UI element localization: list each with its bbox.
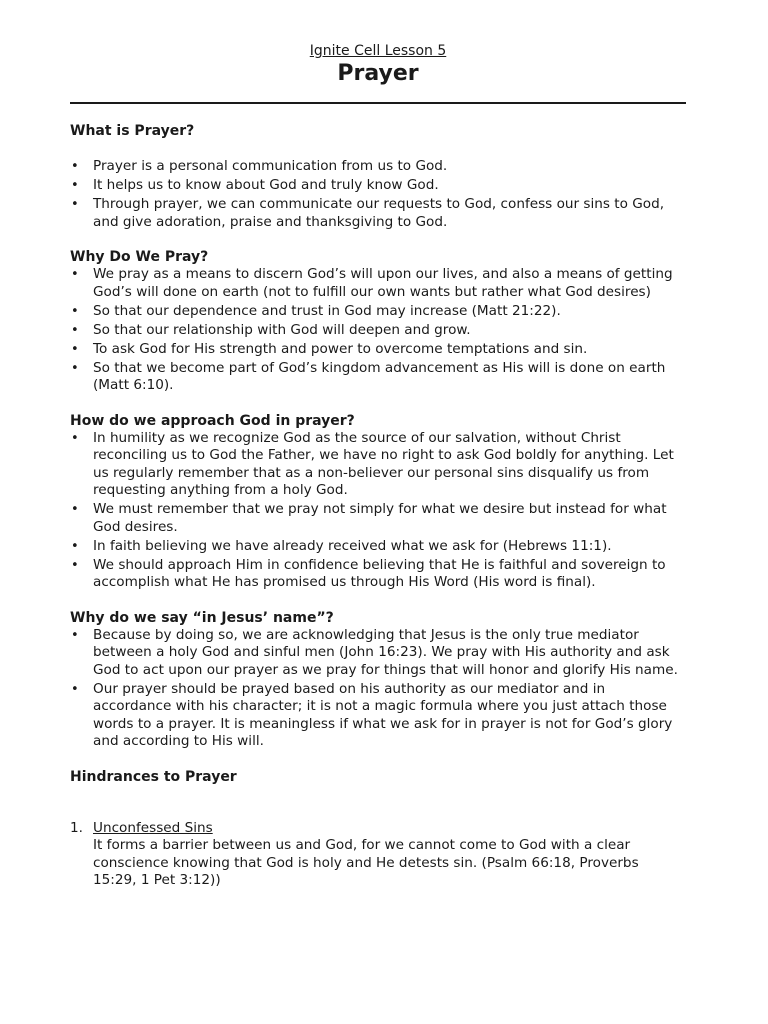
bullet-icon: • — [71, 627, 79, 643]
list-item: • We should approach Him in confidence believing that He is faithful and sovereign to accomplish what He has promised us through His Word (His word is final). — [71, 556, 666, 590]
item-number: 1. — [70, 819, 83, 836]
document-page — [70, 42, 686, 890]
section-hindrances — [70, 768, 686, 786]
list-item: • It helps us to know about God and truly know God. — [71, 177, 439, 193]
list-item: • We must remember that we pray not simply for what we desire but instead for what God desires. — [71, 501, 667, 535]
bullet-list — [70, 266, 686, 395]
bullet-icon: • — [71, 502, 79, 517]
bullet-icon: • — [71, 430, 79, 446]
section-heading: Why Do We Pray? — [70, 249, 209, 265]
bullet-icon: • — [71, 159, 79, 174]
bullet-icon: • — [71, 322, 79, 338]
bullet-icon: • — [71, 197, 79, 212]
section-why-do-we-pray — [70, 248, 686, 395]
bullet-list — [70, 627, 686, 751]
list-item: • So that our dependence and trust in God may increase (Matt 21:22). — [71, 302, 561, 319]
hindrance-title: Unconfessed Sins — [93, 819, 213, 836]
list-item: • Through prayer, we can communicate our requests to God, confess our sins to God, and give adoration, praise and thanksgiving to God. — [71, 196, 665, 230]
page-title: Prayer — [337, 61, 419, 86]
lesson-title: Ignite Cell Lesson 5 — [309, 43, 447, 59]
list-item: • So that our relationship with God will deepen and grow. — [71, 321, 471, 338]
bullet-icon: • — [71, 557, 79, 573]
list-item: • Because by doing so, we are acknowledging that Jesus is the only true mediator between a holy God and sinful men (John 16:23). We pray with His authority and ask God to act upon our prayer as we pray for things that will honor and glorify His name. — [71, 626, 678, 678]
bullet-icon: • — [71, 538, 79, 554]
list-item: • In faith believing we have already received what we ask for (Hebrews 11:1). — [71, 537, 612, 554]
list-item: • Our prayer should be prayed based on his authority as our mediator and in accordance with his character; it is not a magic formula where you just attach those words to a prayer. It is meaningless if what we ask for in prayer is not for God’s glory and according to His will. — [71, 680, 673, 749]
section-heading: How do we approach God in prayer? — [70, 412, 355, 429]
bullet-icon: • — [71, 303, 79, 319]
list-item: • So that we become part of God’s kingdom advancement as His will is done on earth (Matt 6:10). — [71, 359, 666, 393]
list-item: • We pray as a means to discern God’s will upon our lives, and also a means of getting God’s will done on earth (not to fulfill our own wants but rather what God desires) — [71, 266, 673, 300]
hindrance-text: It forms a barrier between us and God, for we cannot come to God with a clear conscience knowing that God is holy and He detests sin. (Psalm 66:18, Proverbs 15:29, 1 Pet 3:12)) — [93, 837, 639, 888]
section-approach-god — [70, 412, 686, 592]
bullet-icon: • — [71, 267, 79, 282]
bullet-icon: • — [71, 360, 79, 376]
bullet-icon: • — [71, 681, 79, 697]
section-heading: Why do we say “in Jesus’ name”? — [70, 609, 334, 626]
section-in-jesus-name — [70, 609, 686, 751]
hindrance-item — [70, 820, 686, 890]
bullet-list — [70, 430, 686, 592]
list-item: • To ask God for His strength and power to overcome temptations and sin. — [71, 340, 588, 357]
section-what-is-prayer — [70, 122, 686, 231]
bullet-list — [70, 158, 686, 231]
bullet-icon: • — [71, 341, 79, 357]
list-item: • Prayer is a personal communication from us to God. — [71, 158, 448, 174]
list-item: • In humility as we recognize God as the source of our salvation, without Christ reconciling us to God the Father, we have no right to ask God boldly for anything. Let us regularly remember that as a non-believer our personal sins disqualify us from requesting anything from a holy God. — [71, 429, 674, 498]
section-heading: Hindrances to Prayer — [70, 768, 237, 785]
title-divider — [70, 102, 686, 104]
section-heading: What is Prayer? — [70, 123, 195, 139]
bullet-icon: • — [71, 178, 79, 193]
